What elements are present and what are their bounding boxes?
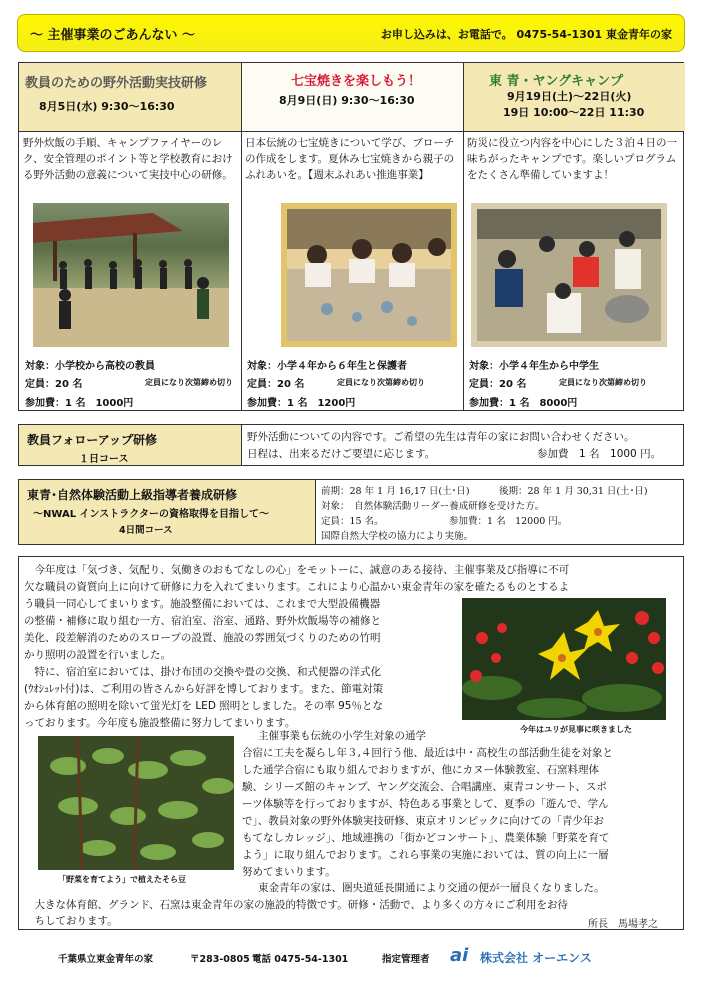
program-2-capacity-text: 定員：20 名	[247, 379, 305, 390]
message-left-line: 美化、段差解消のためのスロープの設置、施設の雰囲気づくりのための竹明	[24, 632, 381, 644]
message-right	[242, 745, 682, 881]
program-3-photo	[471, 203, 667, 347]
header-title: ～ 主催事業のごあんない ～	[30, 28, 196, 43]
header-banner	[17, 14, 685, 52]
leader-fee: 参加費：1 名 12000 円。	[449, 516, 568, 527]
program-3-date-line1: 9月19日(土)～22日(火)	[507, 90, 632, 103]
program-1-target: 対象：小学校から高校の教員	[25, 361, 155, 372]
leader-training-box	[18, 479, 684, 545]
footer-phone: 電話 0475-54-1301	[252, 954, 349, 965]
followup-line1: 野外活動についての内容です。ご希望の先生は青年の家にお問い合わせください。	[247, 431, 635, 443]
message-left-line: かり照明の設置を行いました。	[24, 649, 171, 661]
program-1-capacity-note-text: 定員になり次第締め切り	[145, 378, 233, 387]
followup-line2: 日程は、出来るだけご要望に応じます。	[247, 448, 436, 460]
followup-fee: 参加費 1 名 1000 円。	[537, 448, 662, 460]
program-3-capacity	[469, 375, 526, 390]
program-3-capacity-note	[559, 377, 647, 388]
message-right-line: ーツ体験等を行っておりますが、特色ある事業として、夏季の「遊んで、学ん	[242, 798, 609, 810]
program-3-capacity-text: 定員：20 名	[469, 379, 527, 390]
message-left-line: っております。今年度も施設整備に努力してまいります。	[24, 717, 296, 729]
program-1-capacity-note	[145, 377, 233, 388]
program-2-date: 8月9日(日) 9:30～16:30	[279, 94, 415, 107]
message-top-line: 欠な職員の資質向上に向けて研修に力を入れてまいります。これにより心温かい東金青年の家を確たるものとするよ	[24, 581, 570, 593]
message-left-line: う職員一同心してまいります。施設整備においては、これまで大型設備機器	[24, 598, 381, 610]
beans-caption: 「野菜を育てよう」で植えたそら豆	[58, 875, 186, 884]
program-2-title: 七宝焼きを楽しもう！	[291, 74, 422, 89]
leader-dates-second: 後期：28 年 1 月 30,31 日(土･日)	[499, 486, 648, 497]
message-top-line: 今年度は「気づき、気配り、気働きのおもてなしの心」をモットーに、誠意のある接待、主催事業及び指導に不可	[24, 564, 570, 576]
signature: 所長 馬場孝之	[588, 919, 658, 930]
message-mid-line: 主催事業も伝統の小学生対象の通学	[258, 730, 426, 742]
leader-dates-first: 前期：28 年 1 月 16,17 日(土･日)	[321, 486, 470, 497]
program-2-photo	[281, 203, 457, 347]
lily-photo	[462, 598, 666, 720]
message-right-line: 合宿に工夫を凝らし年３,４回行う他、最近は中・高校生の部活動生徒を対象と	[242, 747, 613, 759]
leader-note: 国際自然大学校の協力により実施。	[321, 531, 474, 542]
leader-subtitle: ～NWAL インストラクターの資格取得を目指して～	[33, 509, 270, 520]
program-2-description: 日本伝統の七宝焼きについて学び、ブローチの作成をします。夏休み七宝焼きから親子のふれあいを。【週末ふれあい推進事業】	[245, 137, 455, 181]
message-top	[24, 562, 684, 596]
program-2-target: 対象：小学４年から６年生と保護者	[247, 361, 407, 372]
message-right-line: もてなしカレッジ」、地域連携の「街かどコンサート」、農業体験「野菜を育て	[242, 832, 610, 844]
message-bottom-line: ちしております。	[24, 915, 118, 927]
header-contact: お申し込みは、お電話で。 0475-54-1301 東金青年の家	[380, 28, 672, 41]
message-bottom-line: 大きな体育館、グランド、石窯は東金青年の家の施設的特徴です。研修・活動で、より多くの方々にご利用をお待	[24, 899, 569, 911]
program-1-capacity	[25, 375, 82, 390]
message-left-line: の整備・補修に取り組む一方、宿泊室、浴室、通路、野外炊飯場等の補修と	[24, 615, 381, 627]
message-right-line: よう」に取り組んでおります。これら事業の実施においては、質の向上に一層	[242, 849, 609, 861]
program-3-capacity-note-text: 定員になり次第締め切り	[559, 378, 647, 387]
footer-postal: 〒283-0805	[190, 954, 250, 965]
program-1-photo	[33, 203, 229, 347]
message-right-line: で」、教員対象の野外体験実技研修、東京オリンピックに向けての「青少年お	[242, 815, 604, 827]
message-right-line: 努めてまいります。	[242, 866, 336, 878]
programs-table	[18, 62, 684, 411]
leader-target: 対象： 自然体験活動リーダー養成研修を受けた方。	[321, 501, 545, 512]
company-logo-icon: ai	[450, 945, 469, 966]
followup-box	[18, 424, 684, 466]
message-right-line: した通学合宿にも取り組んでおりますが、他にカヌー体験教室、石窯料理体	[242, 764, 599, 776]
message-bottom-line: 東金青年の家は、圏央道延長開通により交通の便が一層良くなりました。	[258, 882, 605, 894]
program-3-date-line2: 19日 10:00～22日 11:30	[503, 106, 645, 119]
footer-company: 株式会社 オーエンス	[480, 951, 592, 965]
message-left-line: から体育館の照明を除いて蛍光灯を LED 照明としました。その率 95％とな	[24, 700, 383, 712]
program-3-description: 防災に役立つ内容を中心にした３泊４日の一味ちがったキャンプです。楽しいプログラムをたくさん準備していますよ！	[467, 137, 677, 181]
program-2-capacity-note	[337, 377, 425, 388]
footer-manager-label: 指定管理者	[382, 954, 430, 965]
followup-subtitle: １日コース	[79, 454, 129, 465]
leader-course: 4日間コース	[119, 525, 173, 536]
program-1-fee: 参加費：1 名 1000円	[25, 398, 134, 409]
lily-caption: 今年はユリが見事に咲きました	[520, 725, 632, 734]
program-2-capacity-note-text: 定員になり次第締め切り	[337, 378, 425, 387]
beans-photo	[38, 736, 234, 870]
message-left	[24, 596, 464, 732]
program-1-title: 教員のための野外活動実技研修	[25, 76, 208, 91]
program-1-description: 野外炊飯の手順、キャンプファイヤーのレク、安全管理のポイント等と学校教育における野外活動の意義について実技中心の研修。	[23, 137, 233, 181]
program-1-capacity-text: 定員：20 名	[25, 379, 83, 390]
program-2-fee: 参加費：1 名 1200円	[247, 398, 356, 409]
message-left-line: (ｳｵｼｭﾚｯﾄ付)は、ご利用の皆さんから好評を博しております。また、節電対策	[24, 683, 384, 695]
leader-capacity: 定員：15 名。	[321, 516, 384, 527]
program-3-target: 対象：小学４年生から中学生	[469, 361, 599, 372]
message-left-line: 特に、宿泊室においては、掛け布団の交換や畳の交換、和式便器の洋式化	[24, 666, 381, 678]
message-right-line: 験、シリーズ館のキャンプ、ヤング交流会、合唱講座、東青コンサート、スポ	[242, 781, 607, 793]
followup-title: 教員フォローアップ研修	[27, 433, 157, 447]
program-3-fee: 参加費：1 名 8000円	[469, 398, 578, 409]
footer-org: 千葉県立東金青年の家	[58, 954, 154, 965]
leader-title: 東青･自然体験活動上級指導者養成研修	[27, 488, 238, 502]
program-1-date: 8月5日(水) 9:30～16:30	[39, 100, 175, 113]
program-3-title: 東 青・ヤングキャンプ	[489, 74, 624, 89]
program-2-capacity	[247, 375, 304, 390]
